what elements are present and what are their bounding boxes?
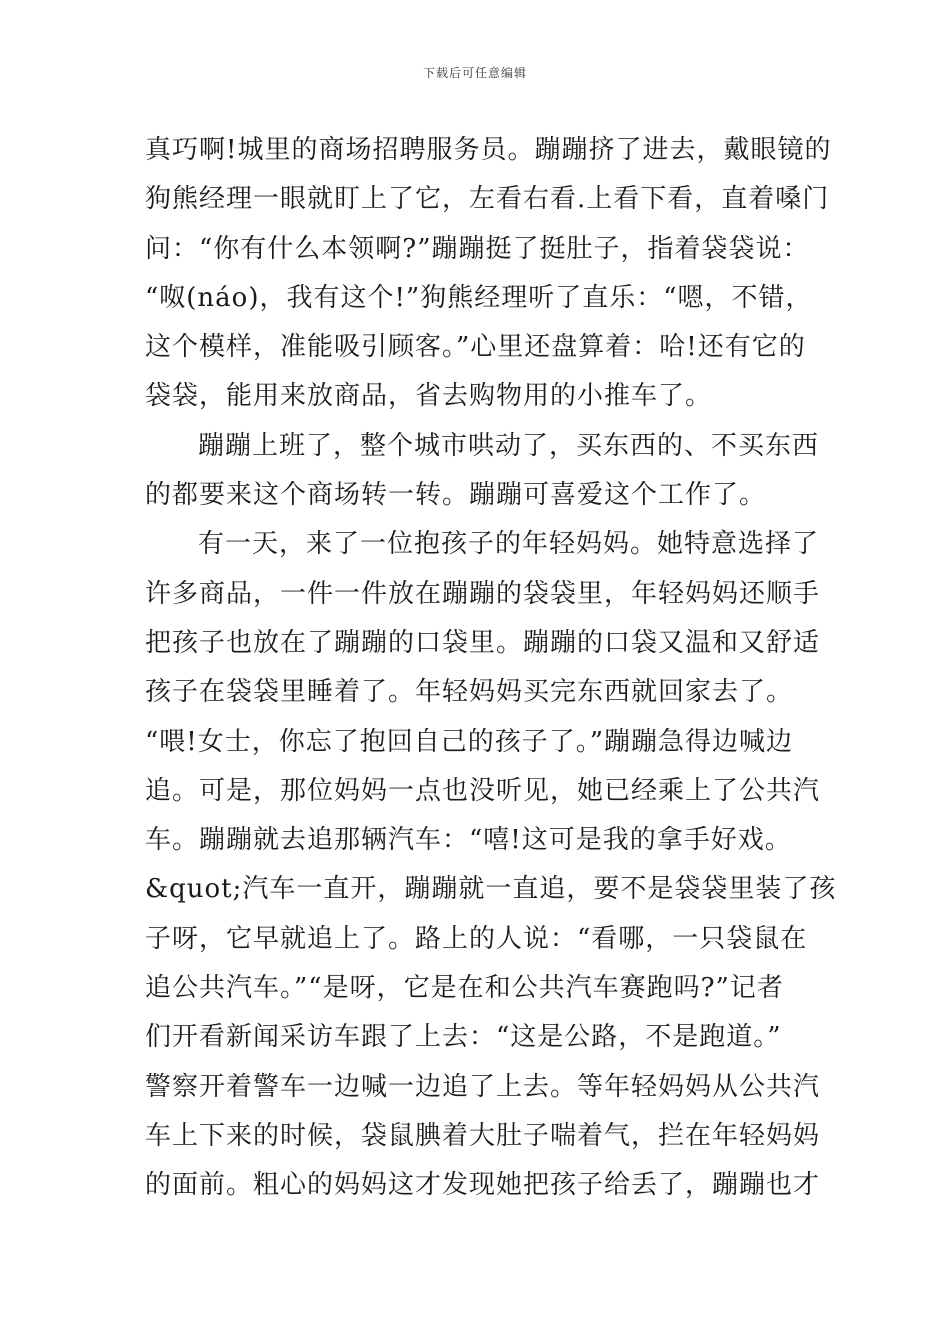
- document-body: [145, 126, 837, 1211]
- text-line: 问：“你有什么本领啊?”蹦蹦挺了挺肚子，指着袋袋说：: [145, 233, 810, 264]
- text-line: “呶(náo)，我有这个!”狗熊经理听了直乐：“嗯，不错，: [145, 282, 813, 313]
- text-line: 警察开着警车一边喊一边追了上去。等年轻妈妈从公共汽: [145, 1071, 821, 1102]
- text-line: 狗熊经理一眼就盯上了它，左看右看.上看下看，直着嗓门: [145, 184, 830, 215]
- text-line: 的面前。粗心的妈妈这才发现她把孩子给丢了，蹦蹦也才: [145, 1170, 821, 1201]
- text-line: 真巧啊!城里的商场招聘服务员。蹦蹦挤了进去，戴眼镜的: [145, 135, 832, 165]
- text-line: 许多商品，一件一件放在蹦蹦的袋袋里，年轻妈妈还顺手: [145, 578, 821, 609]
- text-line: 子呀，它早就追上了。路上的人说：“看哪，一只袋鼠在: [145, 923, 808, 954]
- text-line: 这个模样，准能吸引顾客。”心里还盘算着：哈!还有它的: [145, 332, 806, 363]
- text-line: 的都要来这个商场转一转。蹦蹦可喜爱这个工作了。: [145, 480, 767, 511]
- text-line: “喂!女士，你忘了抱回自己的孩子了。”蹦蹦急得边喊边: [145, 726, 794, 757]
- text-line: &quot;汽车一直开，蹦蹦就一直追，要不是袋袋里装了孩: [145, 874, 837, 905]
- text-line: 车上下来的时候，袋鼠腆着大肚子喘着气，拦在年轻妈妈: [145, 1120, 821, 1151]
- text-line: 把孩子也放在了蹦蹦的口袋里。蹦蹦的口袋又温和又舒适: [145, 627, 821, 658]
- text-line: 车。蹦蹦就去追那辆汽车：“嘻!这可是我的拿手好戏。: [145, 825, 792, 856]
- paragraph-start-line: 有一天，来了一位抱孩子的年轻妈妈。她特意选择了: [198, 529, 820, 560]
- text-line: 孩子在袋袋里睡着了。年轻妈妈买完东西就回家去了。: [145, 677, 794, 708]
- text-line: 们开看新闻采访车跟了上去：“这是公路，不是跑道。”: [145, 1022, 782, 1053]
- text-line: 袋袋，能用来放商品，省去购物用的小推车了。: [145, 381, 713, 412]
- text-line: 追。可是，那位妈妈一点也没听见，她已经乘上了公共汽: [145, 775, 821, 806]
- text-line: 追公共汽车。”“是呀，它是在和公共汽车赛跑吗?”记者: [145, 973, 784, 1004]
- paragraph-start-line: 蹦蹦上班了，整个城市哄动了，买东西的、不买东西: [198, 430, 820, 461]
- page-header: 下载后可任意编辑: [422, 66, 527, 80]
